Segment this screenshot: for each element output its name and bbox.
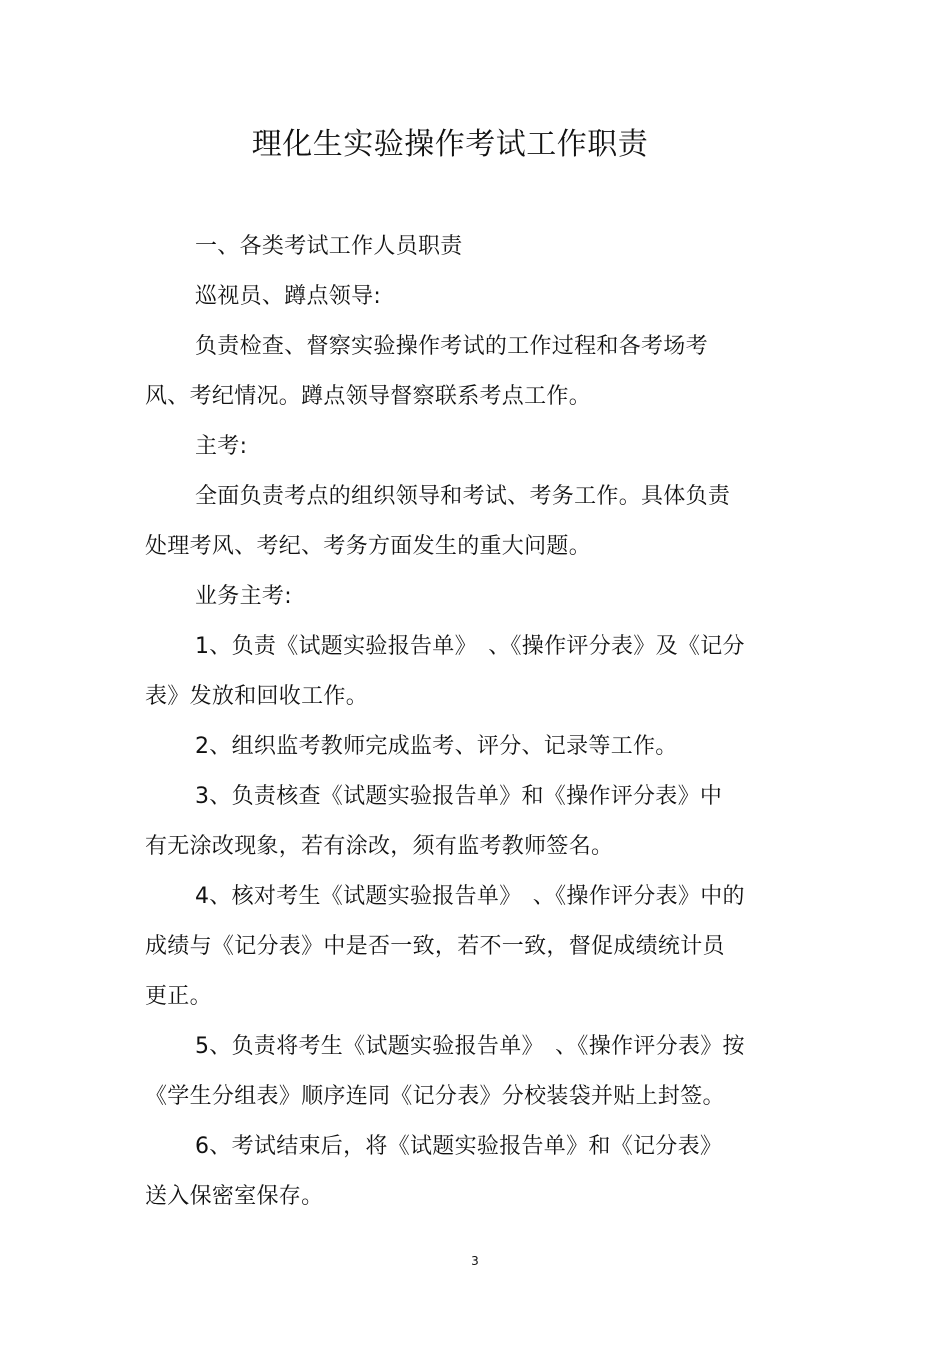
- paragraph-line: 处理考风、考纪、考务方面发生的重大问题。: [145, 534, 592, 559]
- paragraph-line: 送入保密室保存。: [145, 1184, 324, 1209]
- paragraph-line: 负责检查、督察实验操作考试的工作过程和各考场考: [195, 334, 708, 359]
- paragraph-line: 《学生分组表》顺序连同《记分表》分校装袋并贴上封签。: [145, 1084, 725, 1109]
- role-heading-business-chief: 业务主考:: [195, 584, 292, 609]
- role-heading-inspector: 巡视员、蹲点领导:: [195, 284, 382, 309]
- paragraph-line: 全面负责考点的组织领导和考试、考务工作。具体负责: [195, 484, 731, 509]
- paragraph-line: 更正。: [145, 984, 212, 1009]
- page-number: 3: [471, 1254, 479, 1268]
- paragraph-line: 4、核对考生《试题实验报告单》 、《操作评分表》中的: [195, 884, 745, 909]
- paragraph-line: 有无涂改现象，若有涂改，须有监考教师签名。: [145, 834, 614, 859]
- paragraph-line: 成绩与《记分表》中是否一致，若不一致，督促成绩统计员: [145, 934, 725, 959]
- paragraph-line: 2、组织监考教师完成监考、评分、记录等工作。: [195, 734, 678, 759]
- role-heading-chief: 主考:: [195, 434, 248, 459]
- paragraph-line: 1、负责《试题实验报告单》 、《操作评分表》及《记分: [195, 634, 745, 659]
- paragraph-line: 5、负责将考生《试题实验报告单》 、《操作评分表》按: [195, 1034, 745, 1059]
- paragraph-line: 表》发放和回收工作。: [145, 684, 369, 709]
- document-title: 理化生实验操作考试工作职责: [251, 127, 649, 162]
- paragraph-line: 风、考纪情况。蹲点领导督察联系考点工作。: [145, 384, 592, 409]
- paragraph-line: 3、负责核查《试题实验报告单》和《操作评分表》中: [195, 784, 723, 809]
- paragraph-line: 6、考试结束后，将《试题实验报告单》和《记分表》: [195, 1134, 723, 1159]
- section-heading: 一、各类考试工作人员职责: [195, 234, 463, 259]
